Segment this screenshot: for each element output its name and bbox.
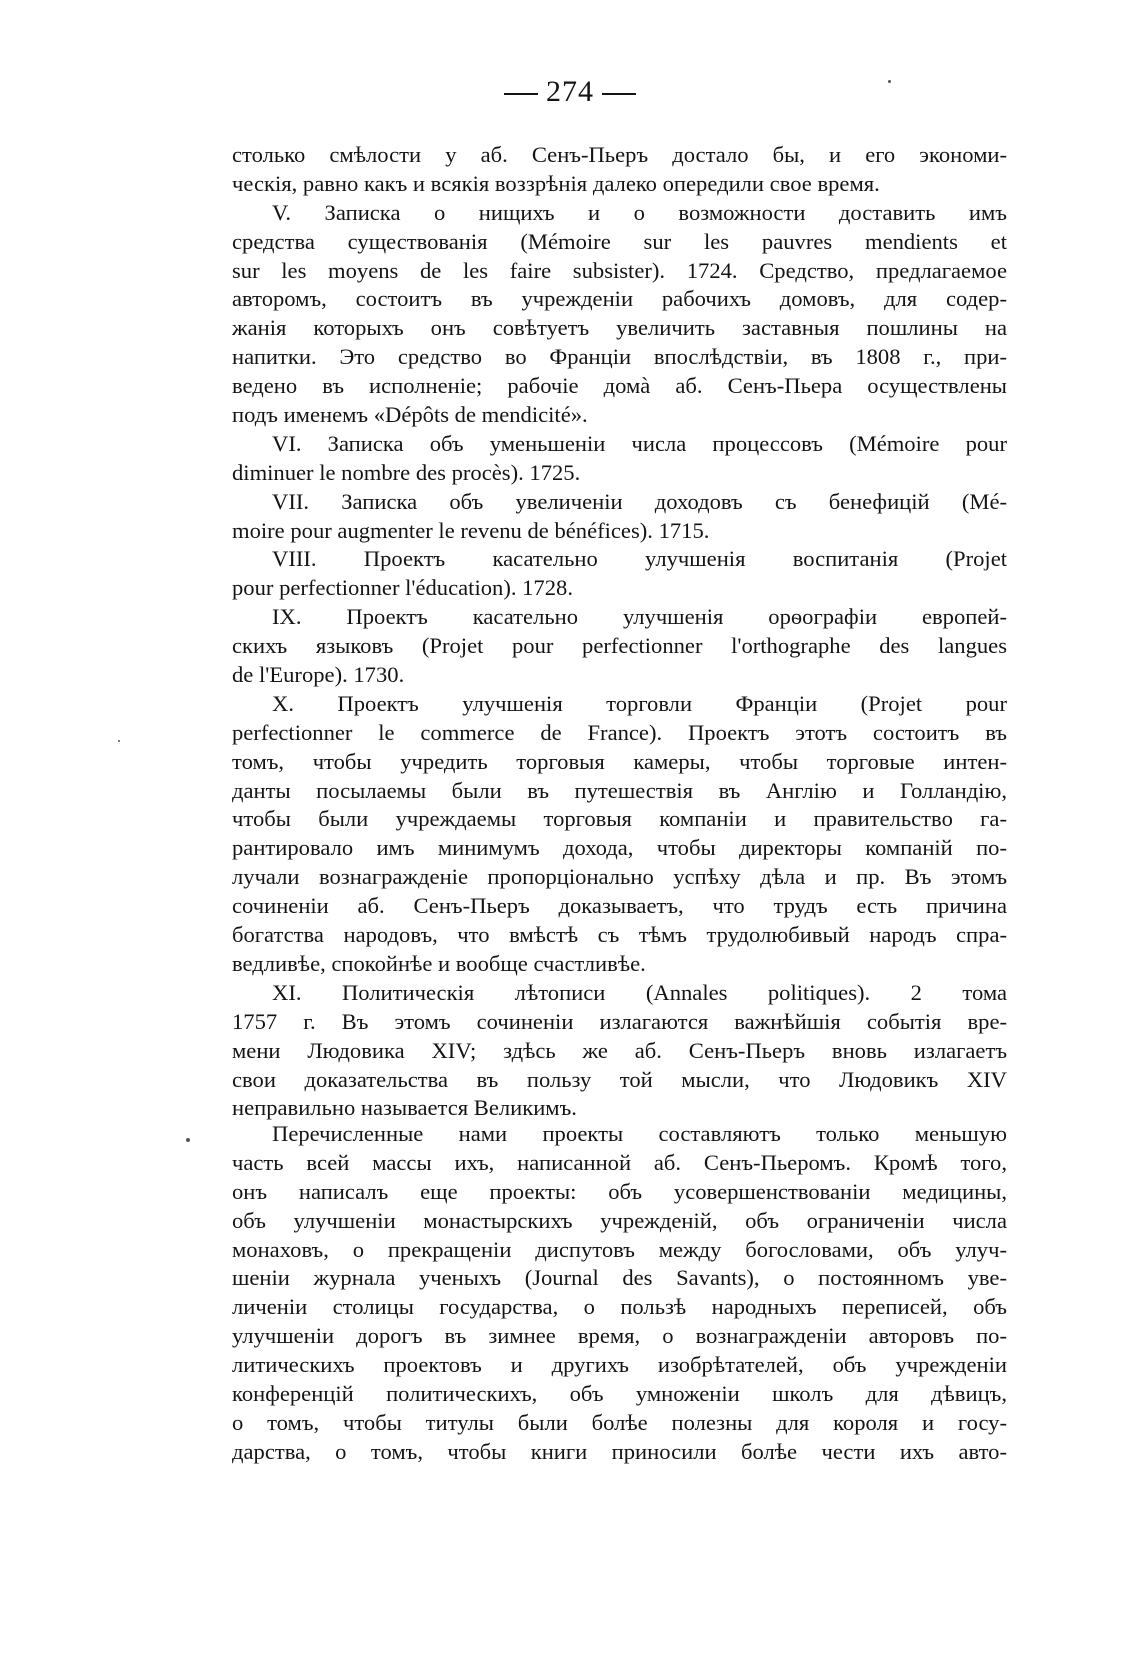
page-number <box>0 72 1140 112</box>
text-line: IX. Проектъ касательно улучшенія орѳографіи европей- <box>272 604 1007 630</box>
page-number-value: 274 <box>546 75 594 108</box>
text-line: напитки. Это средство во Франціи впослѣдствіи, въ 1808 г., при- <box>232 344 1007 370</box>
text-line: XI. Политическія лѣтописи (Annales politiques). 2 тома <box>272 979 1007 1005</box>
text-line: объ улучшеніи монастырскихъ учрежденій, объ ограниченіи числа <box>232 1207 1007 1233</box>
text-line: жанія которыхъ онъ совѣтуетъ увеличить заставныя пошлины на <box>232 315 1007 341</box>
text-line: улучшеніи дорогъ въ зимнее время, о вознагражденіи авторовъ по- <box>232 1323 1007 1349</box>
page-number-dash-right <box>602 93 636 95</box>
scan-speck <box>888 80 891 83</box>
text-line: дарства, о томъ, чтобы книги приносили болѣе чести ихъ авто- <box>232 1438 1007 1464</box>
text-line: данты посылаемы были въ путешествія въ Англію и Голландію, <box>232 777 1007 803</box>
text-line: 1757 г. Въ этомъ сочиненіи излагаются важнѣйшія событія вре- <box>232 1008 1007 1034</box>
text-line: неправильно называется Великимъ. <box>232 1095 577 1121</box>
text-line: томъ, чтобы учредить торговыя камеры, чтобы торговые интен- <box>232 748 1007 774</box>
text-line: ведливѣе, спокойнѣе и вообще счастливѣе. <box>232 950 646 976</box>
text-line: литическихъ проектовъ и другихъ изобрѣтателей, объ учрежденіи <box>232 1352 1007 1378</box>
text-line: часть всей массы ихъ, написанной аб. Сенъ-Пьеромъ. Кромѣ того, <box>232 1149 1007 1175</box>
text-line: moire pour augmenter le revenu de bénéfices). 1715. <box>232 517 710 543</box>
text-line: богатства народовъ, что вмѣстѣ съ тѣмъ трудолюбивый народъ спра- <box>232 922 1007 948</box>
text-block-continuation <box>232 141 1007 1123</box>
text-line: ведено въ исполненіе; рабочіе домà аб. Сенъ-Пьера осуществлены <box>232 373 1007 399</box>
text-line: чтобы были учреждаемы торговыя компаніи и правительство га- <box>232 806 1007 832</box>
text-line: шеніи журнала ученыхъ (Journal des Savants), о постоянномъ уве- <box>232 1265 1007 1291</box>
text-line: онъ написалъ еще проекты: объ усовершенствованіи медицины, <box>232 1178 1007 1204</box>
text-line: sur les moyens de les faire subsister). 1724. Средство, предлагаемое <box>232 257 1007 283</box>
text-line: pour perfectionner l'éducation). 1728. <box>232 575 573 601</box>
text-line: скихъ языковъ (Projet pour perfectionner l'orthographe des langues <box>232 633 1007 659</box>
text-line: средства существованія (Mémoire sur les pauvres mendients et <box>232 228 1007 254</box>
text-line: ческія, равно какъ и всякія воззрѣнія далеко опередили свое время. <box>232 170 880 196</box>
text-line: лучали вознагражденіе пропорціонально успѣху дѣла и пр. Въ этомъ <box>232 864 1007 890</box>
text-line: VI. Записка объ уменьшеніи числа процессовъ (Mémoire pour <box>272 430 1007 456</box>
text-line: VII. Записка объ увеличеніи доходовъ съ бенефицій (Mé- <box>272 488 1007 514</box>
text-line: конференцій политическихъ, объ умноженіи школъ для дѣвицъ, <box>232 1381 1007 1407</box>
text-line: сочиненіи аб. Сенъ-Пьеръ доказываетъ, что трудъ есть причина <box>232 893 1007 919</box>
text-line: X. Проектъ улучшенія торговли Франціи (Projet pour <box>272 690 1007 716</box>
text-line: рантировало имъ минимумъ дохода, чтобы директоры компаній по- <box>232 835 1007 861</box>
text-line: VIII. Проектъ касательно улучшенія воспитанія (Projet <box>272 546 1007 572</box>
text-block-closing-paragraph <box>232 1120 1007 1467</box>
text-line: столько смѣлости у аб. Сенъ-Пьеръ достало бы, и его экономи- <box>232 142 1007 167</box>
text-line: авторомъ, состоитъ въ учрежденіи рабочихъ домовъ, для содер- <box>232 286 1007 312</box>
text-line: perfectionner le commerce de France). Проектъ этотъ состоитъ въ <box>232 719 1007 745</box>
text-line: свои доказательства въ пользу той мысли, что Людовикъ XIV <box>232 1066 1007 1092</box>
text-line: подъ именемъ «Dépôts de mendicité». <box>232 402 588 428</box>
text-line: личеніи столицы государства, о пользѣ народныхъ переписей, объ <box>232 1294 1007 1320</box>
text-line: de l'Europe). 1730. <box>232 662 405 688</box>
text-line: diminuer le nombre des procès). 1725. <box>232 459 581 485</box>
text-line: V. Записка о нищихъ и о возможности доставить имъ <box>272 199 1007 225</box>
scan-speck <box>118 740 120 742</box>
text-line: монаховъ, о прекращеніи диспутовъ между богословами, объ улуч- <box>232 1236 1007 1262</box>
text-line: Перечисленные нами проекты составляютъ только меньшую <box>272 1121 1007 1146</box>
text-line: о томъ, чтобы титулы были болѣе полезны для короля и госу- <box>232 1409 1007 1435</box>
page-number-dash-left <box>504 93 538 95</box>
text-line: мени Людовика XIV; здѣсь же аб. Сенъ-Пьеръ вновь излагаетъ <box>232 1037 1007 1063</box>
scan-speck <box>186 1138 190 1142</box>
